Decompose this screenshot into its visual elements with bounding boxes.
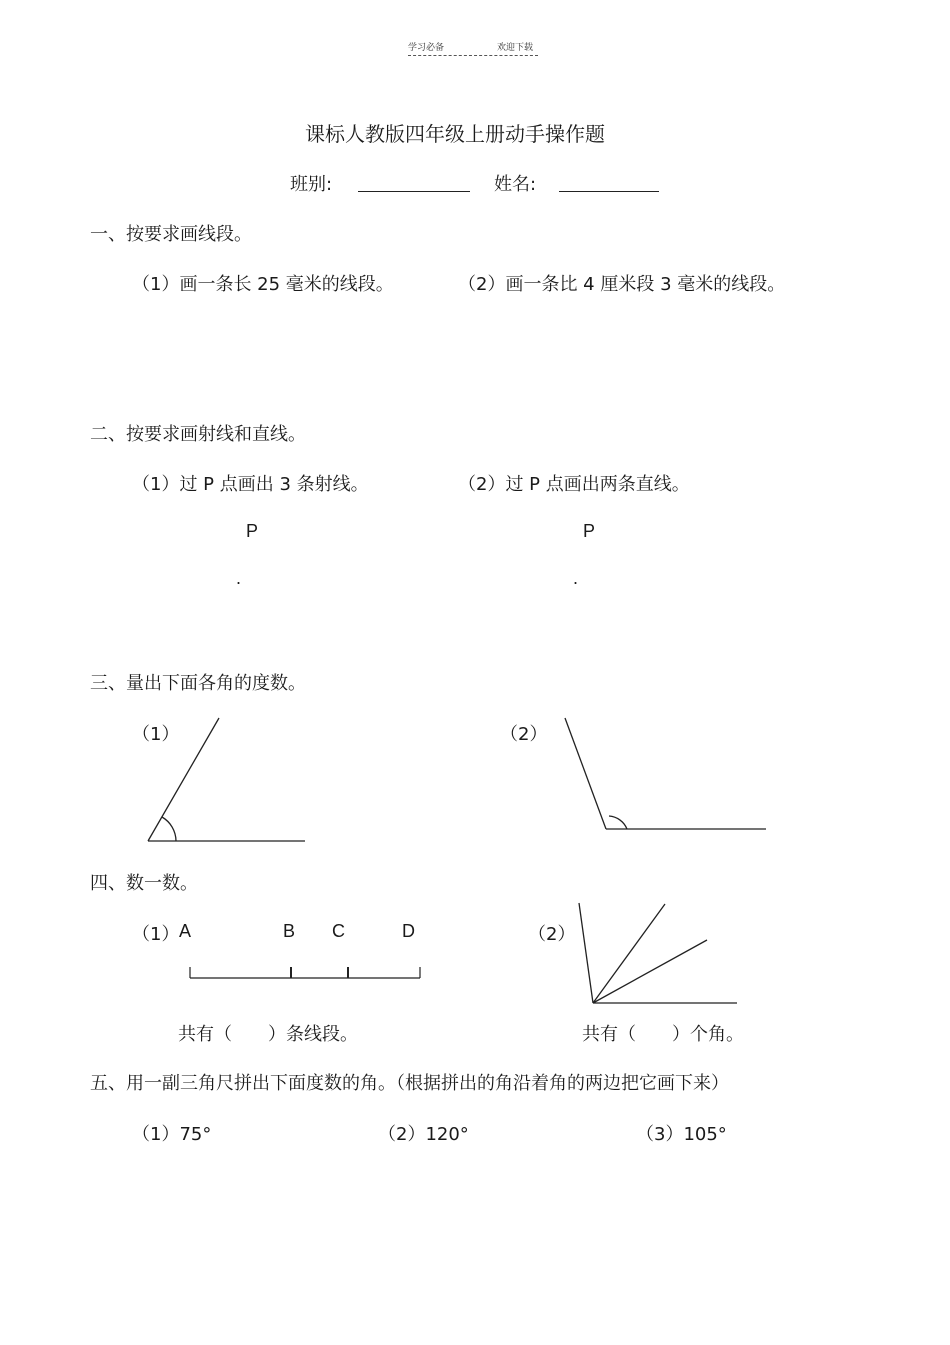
- section-3-heading: 三、量出下面各角的度数。: [90, 673, 306, 694]
- angle-2-ray-upper: [565, 718, 606, 829]
- section-2-question-2: （2）过 P 点画出两条直线。: [458, 474, 690, 495]
- section-2-question-1: （1）过 P 点画出 3 条射线。: [132, 474, 369, 495]
- rays-figure: [579, 903, 737, 1003]
- ray-1: [579, 903, 593, 1003]
- section-5-heading: 五、用一副三角尺拼出下面度数的角。（根据拼出的角沿着角的两边把它画下来）: [90, 1073, 729, 1094]
- section-5-question-3: （3）105°: [636, 1124, 727, 1145]
- section-5-question-2: （2）120°: [378, 1124, 469, 1145]
- page-title: 课标人教版四年级上册动手操作题: [305, 122, 605, 146]
- point-label-b: B: [283, 921, 296, 941]
- ray-3: [593, 940, 707, 1003]
- section-1-question-2: （2）画一条比 4 厘米段 3 毫米的线段。: [458, 274, 786, 295]
- section-1-question-1: （1）画一条长 25 毫米的线段。: [132, 274, 394, 295]
- section-4-heading: 四、数一数。: [90, 873, 198, 894]
- section-2-heading: 二、按要求画射线和直线。: [90, 424, 306, 445]
- point-label-a: A: [179, 921, 192, 941]
- point-p-dot-1: .: [236, 568, 242, 588]
- section-5-question-1: （1）75°: [132, 1124, 212, 1145]
- header-right-text: 欢迎下载: [497, 43, 534, 53]
- ray-2: [593, 904, 665, 1003]
- section-3-question-1: （1）: [132, 724, 180, 745]
- class-label: 班别:: [290, 174, 333, 195]
- angle-1-arc: [162, 817, 176, 841]
- point-p-dot-2: .: [573, 568, 579, 588]
- segment-figure: [190, 967, 420, 978]
- header-left-text: 学习必备: [408, 43, 445, 53]
- section-1-heading: 一、按要求画线段。: [90, 224, 252, 245]
- angle-1-ray-upper: [148, 718, 219, 841]
- point-label-c: C: [332, 921, 345, 941]
- angle-figure-1: [148, 718, 305, 841]
- section-4-answer-2: 共有（ ）个角。: [582, 1024, 744, 1045]
- section-4-question-1: （1）: [132, 924, 180, 945]
- name-label: 姓名:: [494, 174, 537, 195]
- section-4-answer-1: 共有（ ）条线段。: [178, 1024, 358, 1045]
- point-label-d: D: [402, 921, 415, 941]
- section-4-question-2: （2）: [528, 924, 576, 945]
- section-3-question-2: （2）: [500, 724, 548, 745]
- angle-figure-2: [565, 718, 766, 829]
- angle-2-arc: [609, 816, 627, 829]
- point-p-label-2: P: [583, 521, 596, 541]
- point-p-label-1: P: [246, 521, 259, 541]
